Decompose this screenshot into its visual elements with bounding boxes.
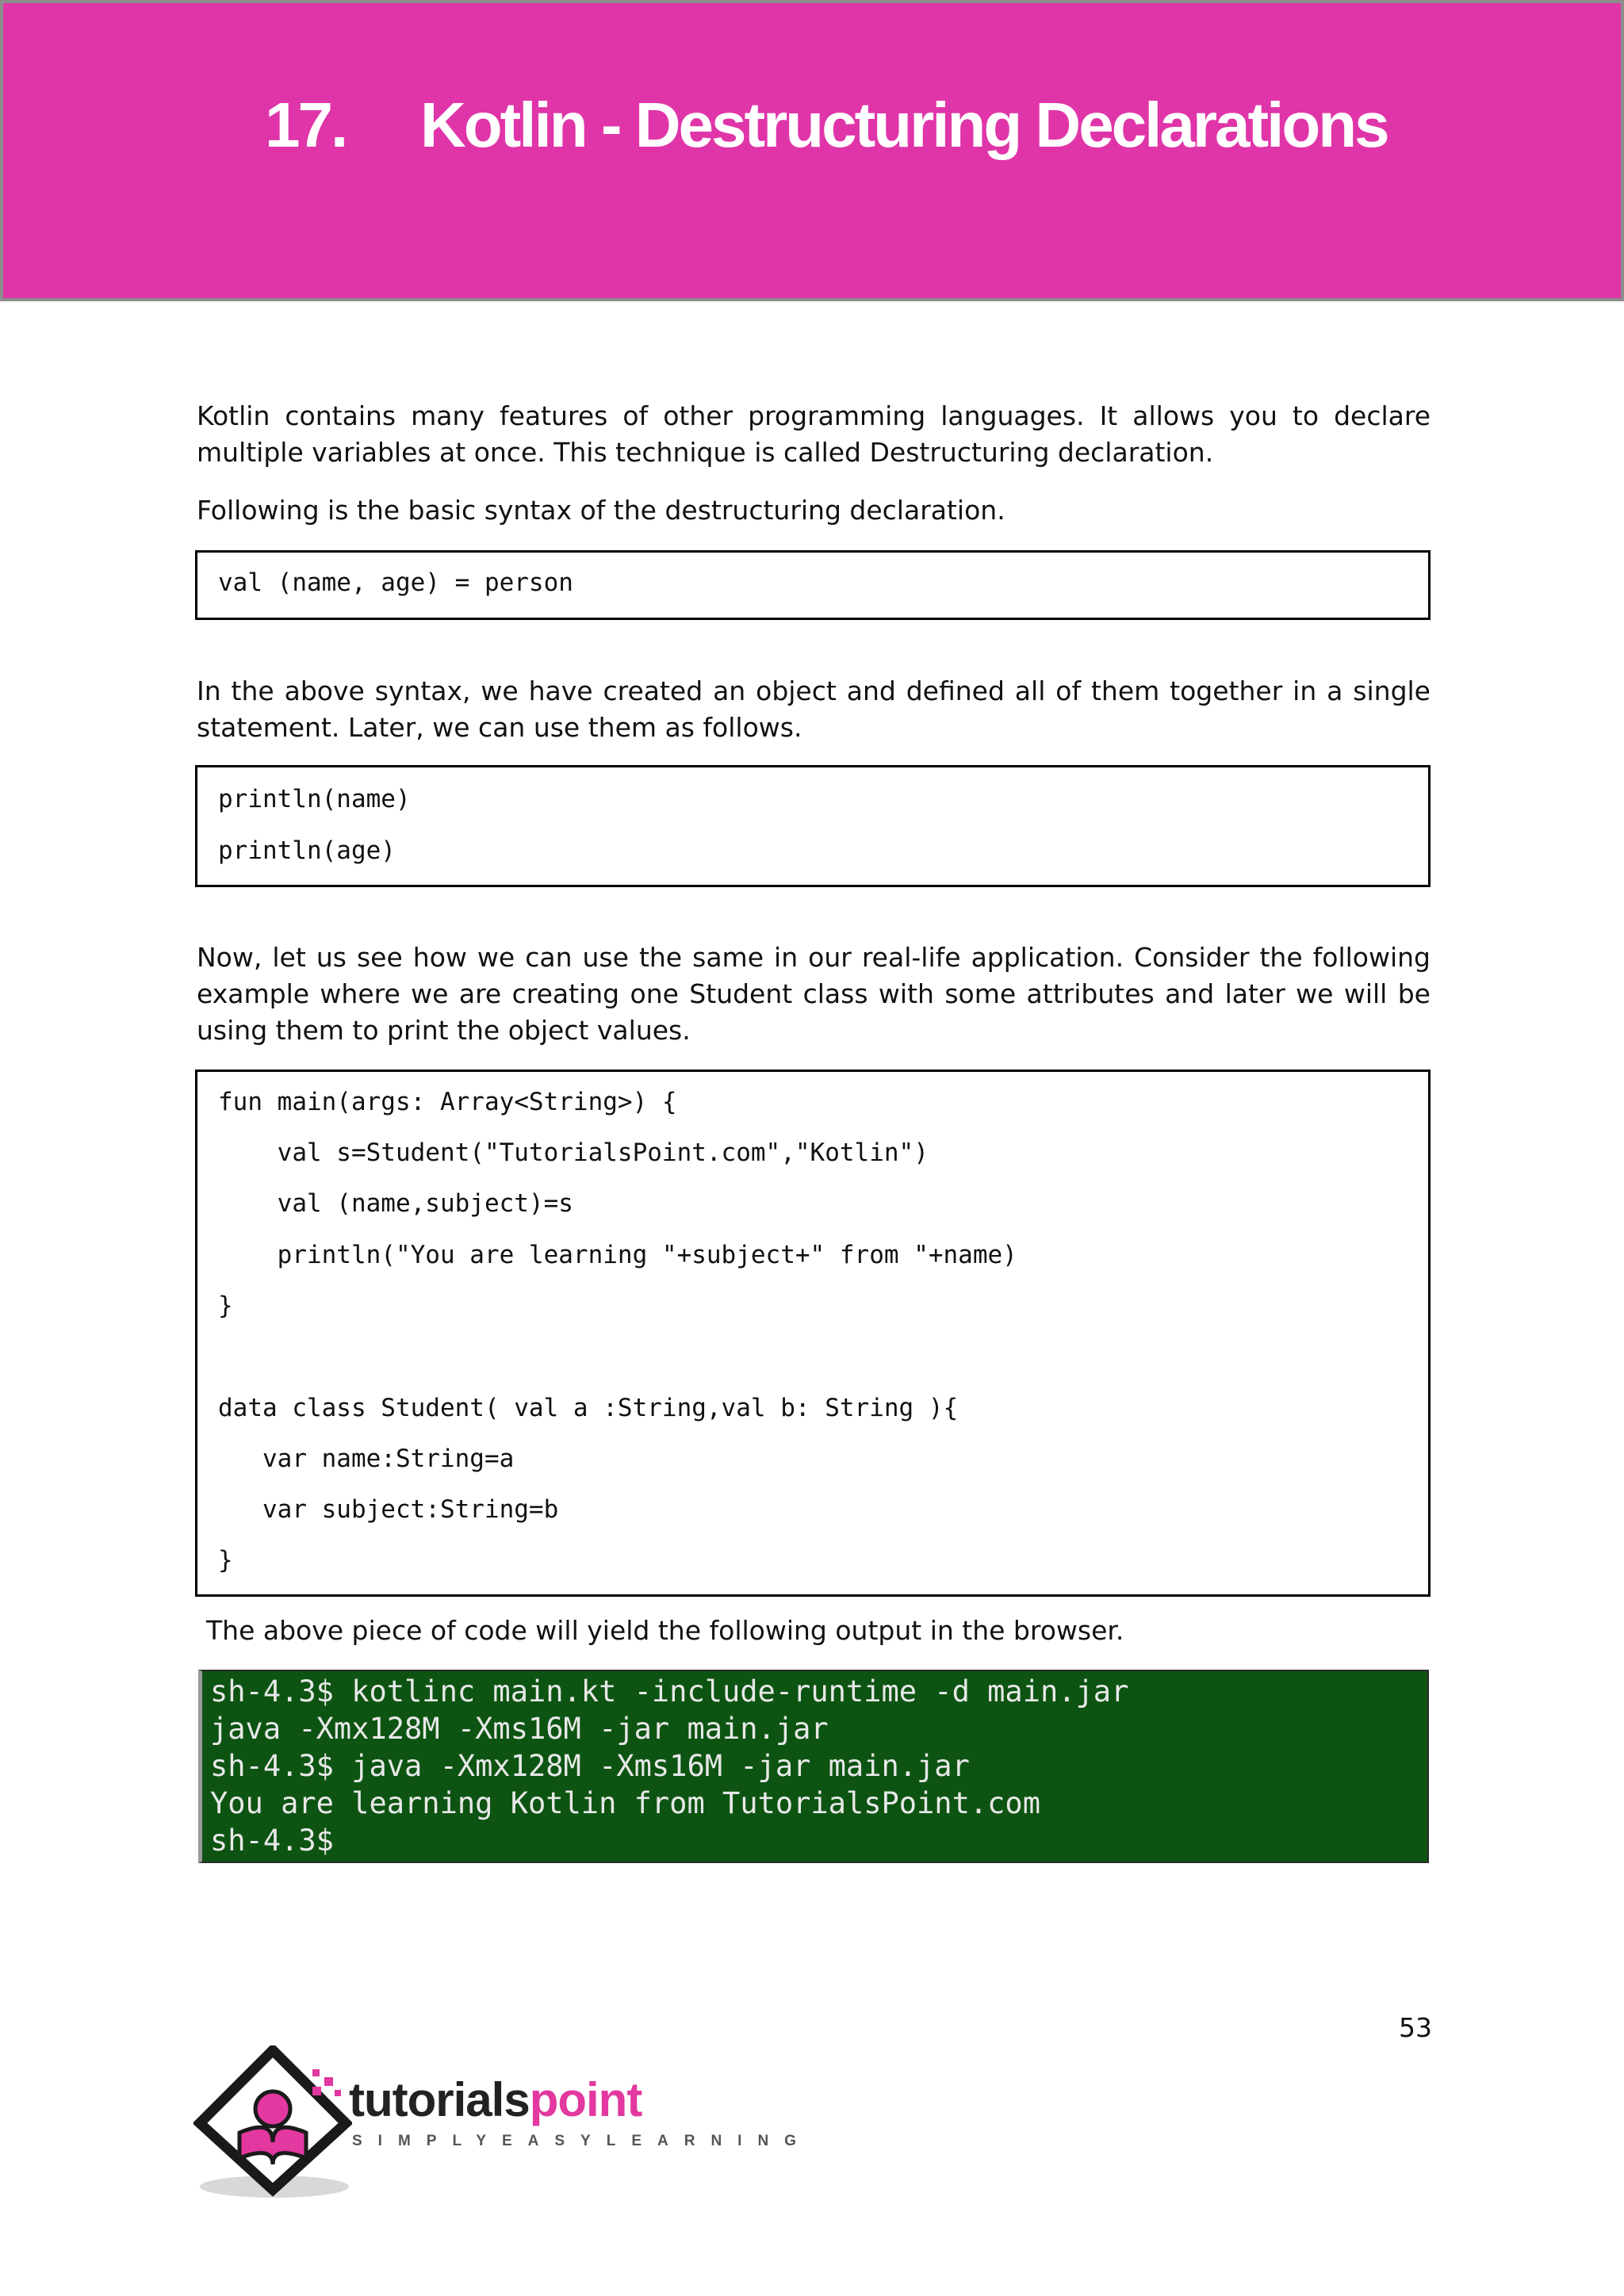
code-line: println("You are learning "+subject+" from "+name) xyxy=(218,1241,1017,1269)
code-line: println(age) xyxy=(218,836,396,865)
usage-code-block xyxy=(195,765,1431,887)
intro-paragraph: Kotlin contains many features of other programming languages. It allows you to declare multiple variables at once. This technique is called Destructuring declaration. xyxy=(197,400,1431,468)
terminal-line: You are learning Kotlin from TutorialsPoint.com xyxy=(210,1786,1040,1820)
logo-tagline: SIMPLYEASYLEARNING xyxy=(352,2133,812,2149)
code-line: } xyxy=(218,1292,233,1320)
code-line: data class Student( val a :String,val b: String ){ xyxy=(218,1394,959,1422)
example-paragraph: Now, let us see how we can use the same in our real-life application. Consider the following example where we are creating one Student class with some attributes and later we will be using them to print the object values. xyxy=(197,942,1431,1046)
terminal-line: sh-4.3$ kotlinc main.kt -include-runtime -d main.jar xyxy=(210,1674,1129,1709)
terminal-line: sh-4.3$ java -Xmx128M -Xms16M -jar main.jar xyxy=(210,1749,970,1783)
chapter-number: 17. xyxy=(265,90,347,160)
logo-wordmark xyxy=(349,2072,642,2127)
chapter-title xyxy=(265,89,1388,162)
terminal-line: sh-4.3$ xyxy=(210,1823,334,1858)
code-line: println(name) xyxy=(218,785,411,813)
code-line: } xyxy=(218,1546,233,1575)
code-line: fun main(args: Array<String>) { xyxy=(218,1088,677,1116)
syntax-code-block xyxy=(195,550,1431,620)
syntax-intro-paragraph: Following is the basic syntax of the destructuring declaration. xyxy=(197,495,1005,526)
chapter-header xyxy=(0,0,1624,301)
tutorialspoint-logo xyxy=(193,2045,812,2204)
code-line: var name:String=a xyxy=(218,1445,515,1473)
code-line: val (name, age) = person xyxy=(218,568,573,597)
usage-paragraph: In the above syntax, we have created an object and defined all of them together in a single statement. Later, we can use them as follows. xyxy=(197,675,1431,743)
page-number: 53 xyxy=(1399,2012,1432,2043)
logo-wordmark-accent: point xyxy=(529,2073,642,2126)
terminal-output xyxy=(198,1670,1429,1863)
example-code-block xyxy=(195,1070,1431,1597)
logo-wordmark-dark: tutorials xyxy=(349,2073,530,2126)
output-caption: The above piece of code will yield the following output in the browser. xyxy=(206,1615,1124,1646)
chapter-title-text: Kotlin - Destructuring Declarations xyxy=(420,90,1388,160)
code-line: val s=Student("TutorialsPoint.com","Kotlin") xyxy=(218,1138,929,1167)
terminal-line: java -Xmx128M -Xms16M -jar main.jar xyxy=(210,1712,829,1746)
code-line: val (name,subject)=s xyxy=(218,1189,573,1218)
logo-emblem-icon xyxy=(193,2045,352,2204)
code-line: var subject:String=b xyxy=(218,1495,559,1524)
